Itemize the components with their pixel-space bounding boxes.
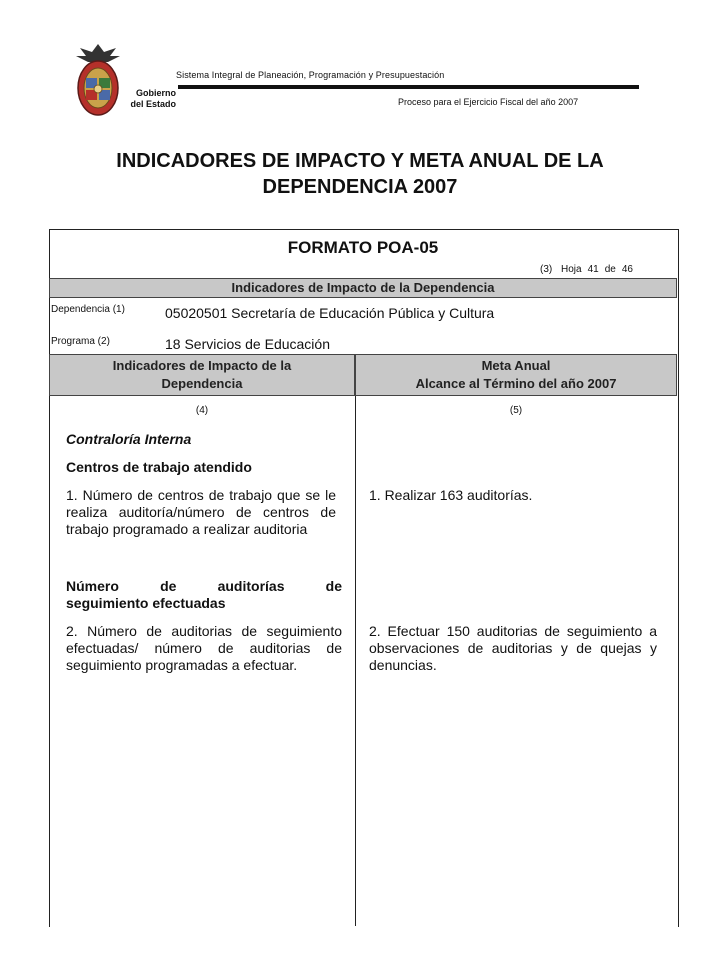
indicator1-title: Centros de trabajo atendido [66, 459, 252, 475]
header-rule [178, 85, 639, 89]
document-title-line1: INDICADORES DE IMPACTO Y META ANUAL DE LA [116, 150, 604, 172]
indicator2-text: 2. Número de auditorias de seguimiento efectuadas/ número de auditorias de seguimiento programadas a efectuar. [66, 623, 342, 673]
document-title [40, 148, 680, 200]
column-header-annual-goal [355, 354, 677, 396]
ref-number: (3) [540, 264, 553, 275]
indicator2-title-line2: seguimiento efectuadas [66, 595, 226, 611]
indicator1-text: 1. Número de centros de trabajo que se le realiza auditoría/número de centros de trabajo programado a realizar auditoria [66, 487, 336, 537]
government-label-line2: del Estado [130, 99, 176, 109]
column-header-indicators-line1: Indicadores de Impacto de la [112, 358, 292, 373]
dependencia-value: 05020501 Secretaría de Educación Pública y Cultura [165, 305, 495, 321]
process-title: Proceso para el Ejercicio Fiscal del año 2007 [398, 97, 579, 107]
goal2-text: 2. Efectuar 150 auditorias de seguimiento a observaciones de auditorias y de quejas y denuncias. [369, 623, 657, 673]
form-code: FORMATO POA-05 [287, 238, 439, 257]
programa-value: 18 Servicios de Educación [165, 336, 330, 352]
column-number-right: (5) [509, 405, 523, 416]
dependencia-label: Dependencia (1) [51, 304, 125, 315]
column-header-indicators [49, 354, 355, 396]
page-current: 41 [587, 264, 599, 275]
page-of: de [604, 264, 616, 275]
column-header-annual-goal-line2: Alcance al Término del año 2007 [415, 376, 617, 391]
government-label [120, 88, 176, 110]
goal1-text: 1. Realizar 163 auditorías. [369, 487, 533, 503]
indicator2-title-line1: Número de auditorías de [66, 578, 342, 594]
state-coat-of-arms-icon [72, 42, 124, 120]
column-header-indicators-line2: Dependencia [161, 376, 243, 391]
government-label-line1: Gobierno [136, 88, 176, 98]
section-bar: Indicadores de Impacto de la Dependencia [49, 278, 677, 298]
system-title: Sistema Integral de Planeación, Programación y Presupuestación [176, 70, 445, 80]
column-number-left: (4) [195, 405, 209, 416]
page-label: Hoja [561, 264, 582, 275]
page-total: 46 [621, 264, 633, 275]
column-header-annual-goal-line1: Meta Anual [481, 358, 551, 373]
page-info [540, 264, 639, 275]
column-divider [355, 396, 356, 926]
document-title-line2: DEPENDENCIA 2007 [262, 176, 458, 198]
programa-label: Programa (2) [51, 336, 110, 347]
unit-name: Contraloría Interna [66, 431, 192, 447]
